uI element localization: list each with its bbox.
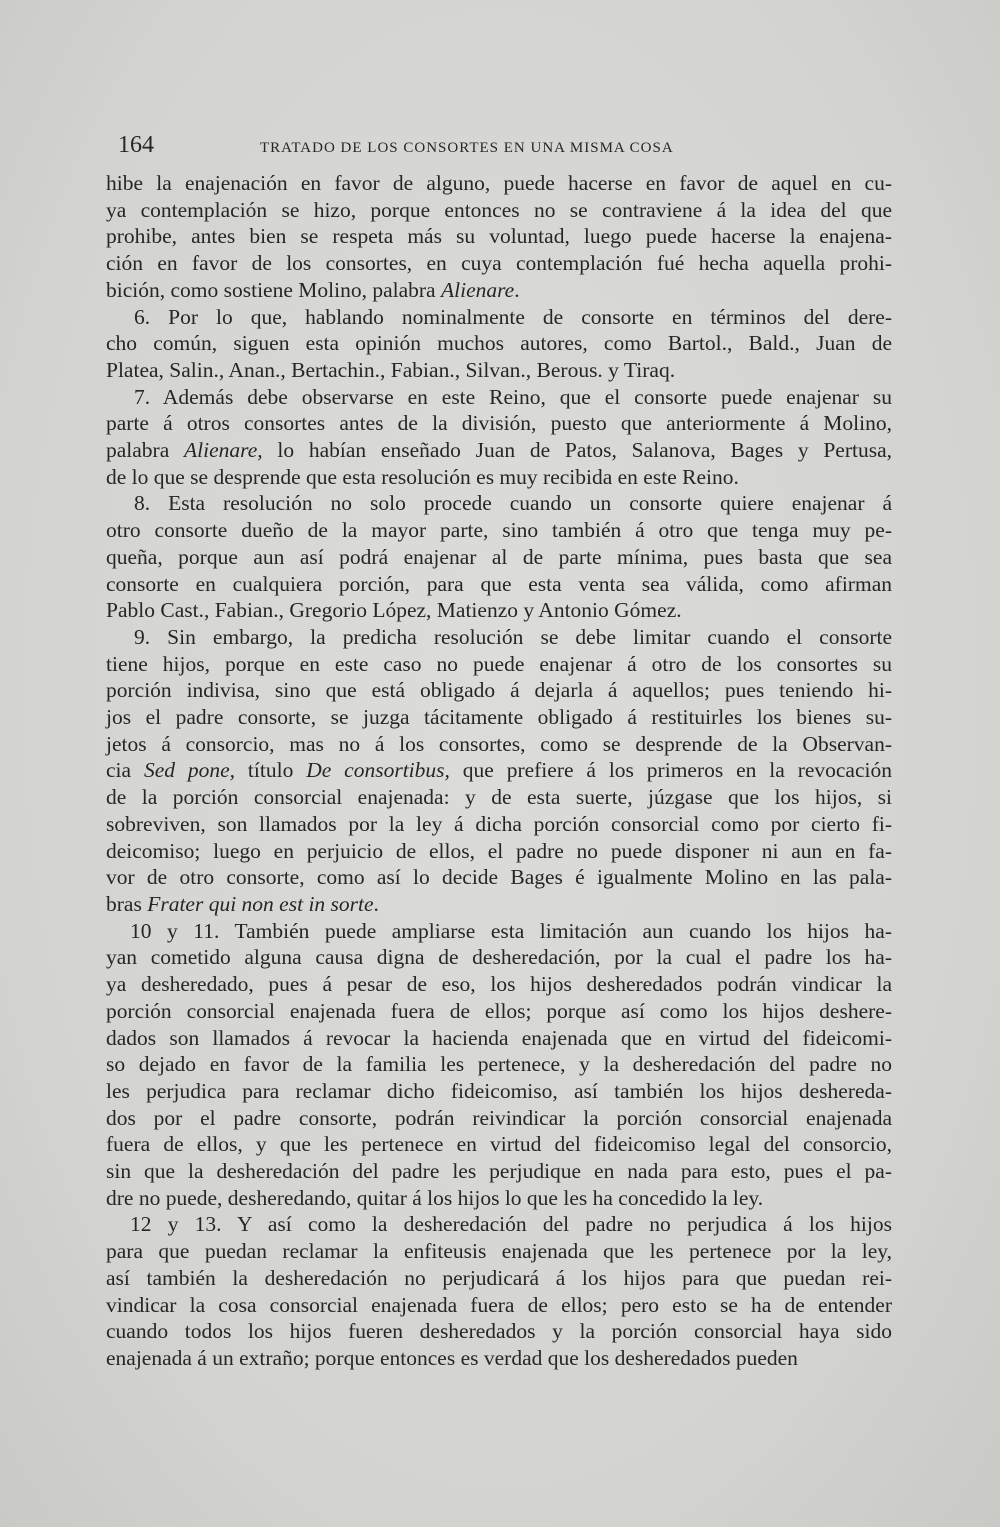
text-line: 8. Esta resolución no solo procede cuando un consorte quiere enajenar á — [134, 491, 892, 516]
paragraph — [106, 1211, 892, 1371]
text-line: Platea, Salin., Anan., Bertachin., Fabian., Silvan., Berous. y Tiraq. — [106, 357, 676, 382]
text-line: ya contemplación se hizo, porque entonces no se contraviene á la idea del que — [106, 197, 892, 222]
text-line: parte á otros consortes antes de la división, puesto que anteriormente á Molino, — [106, 411, 892, 436]
page-header — [118, 132, 888, 159]
text-line: 9. Sin embargo, la predicha resolución se debe limitar cuando el consorte — [134, 624, 892, 649]
text-line: Pablo Cast., Fabian., Gregorio López, Matienzo y Antonio Gómez. — [106, 598, 682, 623]
italic-term: De consortibus, — [306, 758, 450, 783]
italic-term: Alienare — [440, 277, 515, 302]
text-line: ya desheredado, pues á pesar de eso, los hijos desheredados podrán vindicar la — [106, 972, 892, 997]
text-line: cho común, siguen esta opinión muchos autores, como Bartol., Bald., Juan de — [106, 331, 892, 356]
text-line: hibe la enajenación en favor de alguno, puede hacerse en favor de aquel en cu- — [106, 171, 892, 195]
text-line: vor de otro consorte, como así lo decide Bages é igualmente Molino en las pala- — [106, 865, 892, 890]
text-line: sobreviven, son llamados por la ley á dicha porción consorcial como por cierto fi- — [106, 811, 892, 836]
text-line: 10 y 11. También puede ampliarse esta limitación aun cuando los hijos ha- — [130, 918, 892, 943]
paragraph — [106, 624, 892, 918]
text-line: queña, porque aun así podrá enajenar al de parte mínima, pues basta que sea — [106, 544, 892, 569]
text-line: dos por el padre consorte, podrán reivindicar la porción consorcial enajenada — [106, 1105, 892, 1130]
text-line: así también la desheredación no perjudicará á los hijos para que puedan rei- — [106, 1265, 892, 1290]
text-line: bición, como sostiene Molino, palabra Alienare. — [106, 277, 520, 302]
paragraph — [106, 304, 892, 384]
paragraph — [106, 170, 892, 304]
text-line: para que puedan reclamar la enfiteusis enajenada que les pertenece por la ley, — [106, 1239, 892, 1264]
text-line: porción consorcial enajenada fuera de ellos; porque así como los hijos deshere- — [106, 998, 892, 1023]
text-line: palabra Alienare, lo habían enseñado Juan de Patos, Salanova, Bages y Pertusa, — [106, 438, 892, 463]
text-line: prohibe, antes bien se respeta más su voluntad, luego puede hacerse la enajena- — [106, 224, 892, 249]
text-line: otro consorte dueño de la mayor parte, sino también á otro que tenga muy pe- — [106, 518, 892, 543]
text-line: tiene hijos, porque en este caso no puede enajenar á otro de los consortes su — [106, 651, 892, 676]
text-line: deicomiso; luego en perjuicio de ellos, el padre no puede disponer ni aun en fa- — [106, 838, 892, 863]
text-line: sin que la desheredación del padre les perjudique en nada para esto, pues el pa- — [106, 1159, 892, 1184]
text-line: ción en favor de los consortes, en cuya contemplación fué hecha aquella prohi- — [106, 251, 892, 276]
text-line: 7. Además debe observarse en este Reino, que el consorte puede enajenar su — [134, 384, 892, 409]
text-line: dados son llamados á revocar la hacienda enajenada que en virtud del fideicomi- — [106, 1025, 892, 1050]
text-line: 6. Por lo que, hablando nominalmente de consorte en términos del dere- — [134, 304, 892, 329]
text-line: 12 y 13. Y así como la desheredación del padre no perjudica á los hijos — [130, 1212, 892, 1237]
text-line: consorte en cualquiera porción, para que esta venta sea válida, como afirman — [106, 571, 892, 596]
running-title: TRATADO DE LOS CONSORTES EN UNA MISMA COSA — [260, 140, 674, 156]
text-line: enajenada á un extraño; porque entonces es verdad que los desheredados pueden — [106, 1345, 798, 1370]
body-text — [106, 170, 892, 1372]
text-line: cuando todos los hijos fueren desheredados y la porción consorcial haya sido — [106, 1319, 892, 1344]
text-line: cia Sed pone, título De consortibus, que prefiere á los primeros en la revocación — [106, 758, 892, 783]
paragraph — [106, 918, 892, 1212]
text-line: so dejado en favor de la familia les pertenece, y la desheredación del padre no — [106, 1052, 892, 1077]
text-line: bras Frater qui non est in sorte. — [106, 891, 379, 916]
text-line: de la porción consorcial enajenada: y de esta suerte, júzgase que los hijos, si — [106, 785, 892, 810]
italic-term: Frater qui non est in sorte — [147, 891, 374, 916]
italic-term: Alienare, — [184, 438, 263, 463]
paragraph — [106, 490, 892, 624]
text-line: jetos á consorcio, mas no á los consortes, como se desprende de la Observan- — [106, 731, 892, 756]
text-line: fuera de ellos, y que les pertenece en virtud del fideicomiso legal del consorcio, — [106, 1132, 892, 1157]
text-line: jos el padre consorte, se juzga tácitamente obligado á restituirles los bienes su- — [106, 705, 892, 730]
text-line: yan cometido alguna causa digna de desheredación, por la cual el padre los ha- — [106, 945, 892, 970]
text-line: vindicar la cosa consorcial enajenada fuera de ellos; pero esto se ha de entender — [106, 1292, 892, 1317]
text-line: les perjudica para reclamar dicho fideicomiso, así también los hijos deshereda- — [106, 1078, 892, 1103]
page-number: 164 — [118, 132, 154, 158]
text-line: porción indivisa, sino que está obligado á dejarla á aquellos; pues teniendo hi- — [106, 678, 892, 703]
paragraph — [106, 384, 892, 491]
text-line: de lo que se desprende que esta resolución es muy recibida en este Reino. — [106, 464, 739, 489]
italic-term: Sed pone, — [143, 758, 236, 783]
text-line: dre no puede, desheredando, quitar á los hijos lo que les ha concedido la ley. — [106, 1185, 764, 1210]
